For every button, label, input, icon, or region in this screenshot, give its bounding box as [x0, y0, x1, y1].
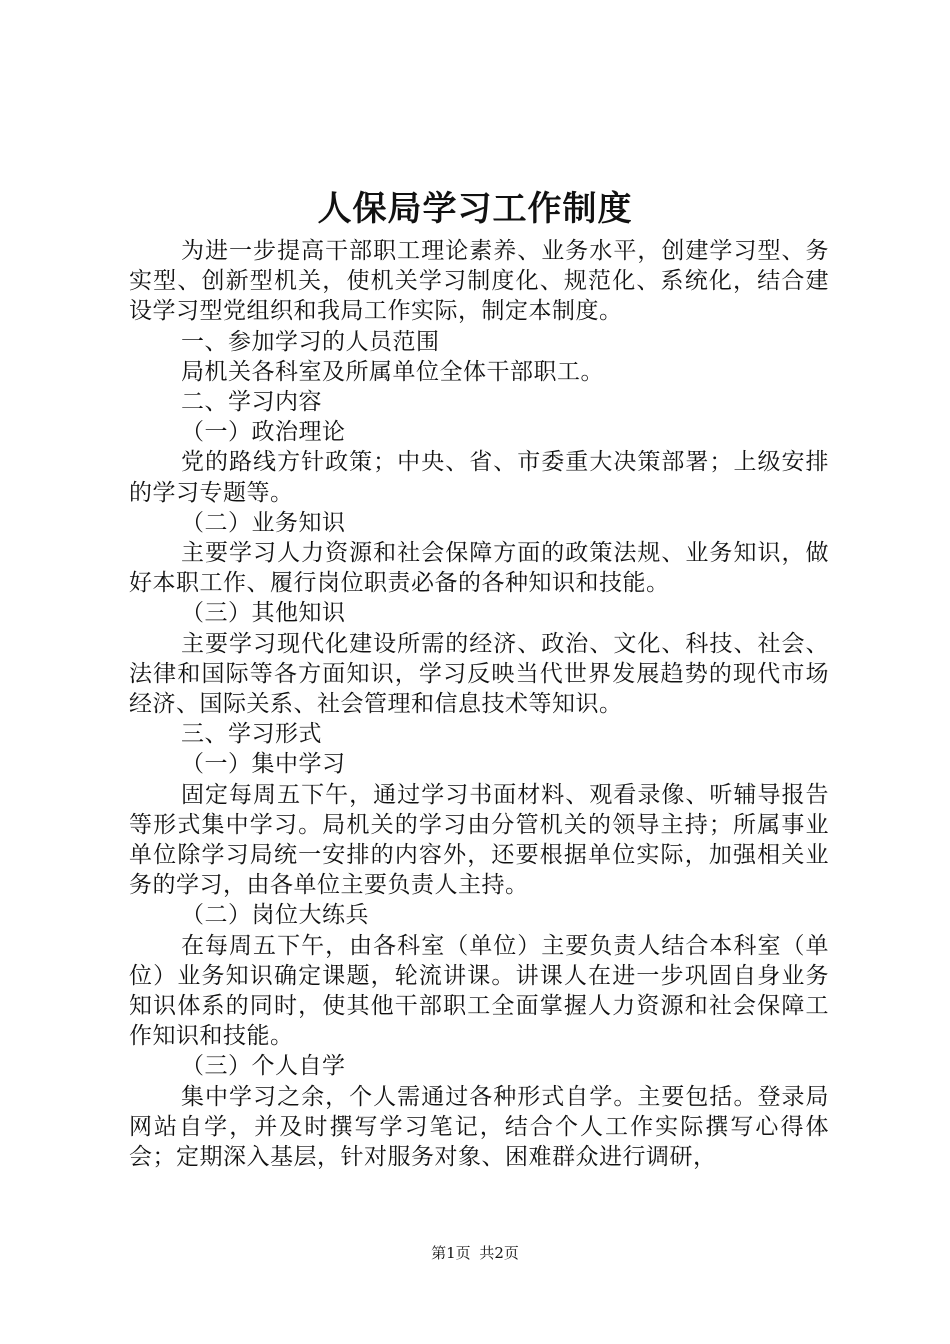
paragraph-training: 在每周五下午，由各科室（单位）主要负责人结合本科室（单位）业务知识确定课题，轮流讲课。讲课人在进一步巩固自身业务知识体系的同时，使其他干部职工全面掌握人力资源和社会保障工作知识和技能。: [129, 932, 829, 1050]
section-heading-form: 三、学习形式: [181, 721, 322, 748]
subheading-other: （三）其他知识: [181, 600, 346, 627]
paragraph-scope: 局机关各科室及所属单位全体干部职工。: [181, 358, 604, 385]
intro-paragraph: 为进一步提高干部职工理论素养、业务水平，创建学习型、务实型、创新型机关，使机关学习制度化、规范化、系统化，结合建设学习型党组织和我局工作实际，制定本制度。: [129, 238, 829, 325]
subheading-self-study: （三）个人自学: [181, 1053, 346, 1080]
section-heading-scope: 一、参加学习的人员范围: [181, 328, 440, 355]
page-total: 共2页: [479, 1244, 519, 1262]
page-number: 第1页: [431, 1244, 471, 1262]
paragraph-business: 主要学习人力资源和社会保障方面的政策法规、业务知识，做好本职工作、履行岗位职责必备的各种知识和技能。: [129, 540, 829, 597]
subheading-training: （二）岗位大练兵: [181, 902, 369, 929]
subheading-group-study: （一）集中学习: [181, 751, 346, 778]
paragraph-politics: 党的路线方针政策；中央、省、市委重大决策部署；上级安排的学习专题等。: [129, 449, 829, 506]
paragraph-other: 主要学习现代化建设所需的经济、政治、文化、科技、社会、法律和国际等各方面知识，学习反映当代世界发展趋势的现代市场经济、国际关系、社会管理和信息技术等知识。: [129, 630, 829, 718]
paragraph-self-study: 集中学习之余，个人需通过各种形式自学。主要包括。登录局网站自学，并及时撰写学习笔记，结合个人工作实际撰写心得体会；定期深入基层，针对服务对象、困难群众进行调研，: [129, 1083, 829, 1171]
subheading-business: （二）业务知识: [181, 509, 346, 536]
paragraph-group-study: 固定每周五下午，通过学习书面材料、观看录像、听辅导报告等形式集中学习。局机关的学习由分管机关的领导主持；所属事业单位除学习局统一安排的内容外，还要根据单位实际，加强相关业务的学习，由各单位主要负责人主持。: [129, 781, 829, 899]
section-heading-content: 二、学习内容: [181, 389, 322, 416]
document-body: [129, 236, 829, 1172]
subheading-politics: （一）政治理论: [181, 419, 346, 446]
document-title: 人保局学习工作制度: [317, 189, 633, 229]
page-footer: [0, 1243, 950, 1263]
